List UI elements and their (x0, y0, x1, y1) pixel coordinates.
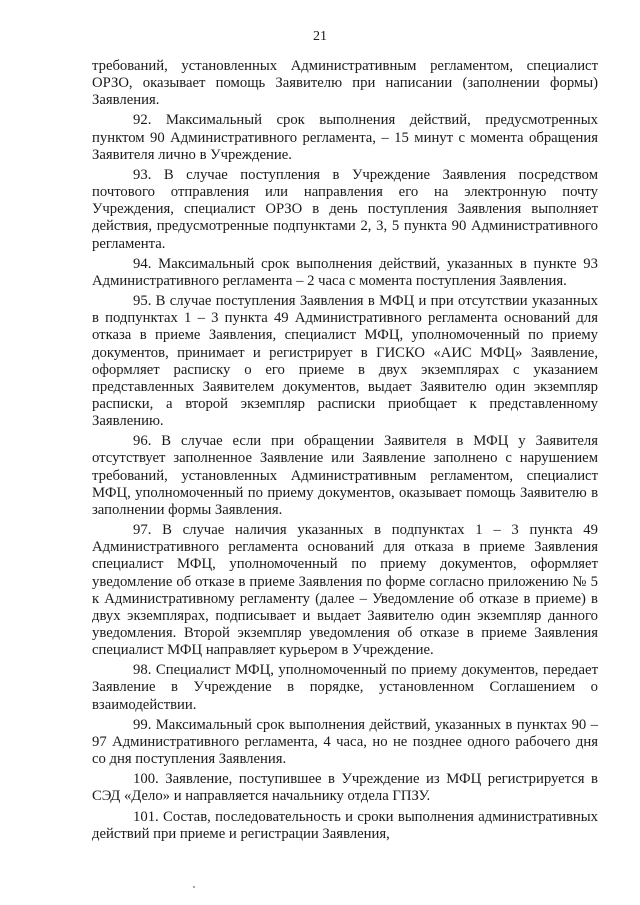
paragraph-98: 98. Специалист МФЦ, уполномоченный по приему документов, передает Заявление в Учреждение в порядке, установленном Соглашением о взаимодействии. (92, 662, 598, 713)
document-body (92, 58, 598, 843)
paragraph-95: 95. В случае поступления Заявления в МФЦ и при отсутствии указанных в подпунктах 1 – 3 пункта 49 Административного регламента оснований для отказа в приеме Заявления, специалист МФЦ, уполномоченный по приему документов, принимает и регистрирует в ГИСКО «АИС МФЦ» Заявление, оформляет расписку о его приеме в двух экземплярах с указанием представленных Заявителем документов, выдает Заявителю один экземпляр расписки, а второй экземпляр расписки приобщает к представленному Заявлению. (92, 293, 598, 430)
paragraph-96: 96. В случае если при обращении Заявителя в МФЦ у Заявителя отсутствует заполненное Заявление или Заявление заполнено с нарушением требований, установленных Административным регламентом, специалист МФЦ, уполномоченный по приему документов, оказывает помощь Заявителю в заполнении формы Заявления. (92, 433, 598, 518)
paragraph-93: 93. В случае поступления в Учреждение Заявления посредством почтового отправления или направления его на электронную почту Учреждения, специалист ОРЗО в день поступления Заявления выполняет действия, предусмотренные подпунктами 2, 3, 5 пункта 90 Административного регламента. (92, 166, 598, 252)
paragraph-100: 100. Заявление, поступившее в Учреждение из МФЦ регистрируется в СЭД «Дело» и направляется начальнику отдела ГПЗУ. (92, 771, 598, 805)
paragraph-92: 92. Максимальный срок выполнения действий, предусмотренных пунктом 90 Административного регламента, – 15 минут с момента обращения Заявителя лично в Учреждение. (92, 112, 598, 163)
paragraph-99: 99. Максимальный срок выполнения действий, указанных в пунктах 90 – 97 Административного регламента, 4 часа, но не позднее одного рабочего дня со дня поступления Заявления. (92, 716, 598, 768)
paragraph-97: 97. В случае наличия указанных в подпунктах 1 – 3 пункта 49 Административного регламента оснований для отказа в приеме Заявления специалист МФЦ, уполномоченный по приему документов, оформляет уведомление об отказе в приеме Заявления по форме согласно приложению № 5 к Административному регламенту (далее – Уведомление об отказе в приеме) в двух экземплярах, подписывает и выдает Заявителю один экземпляр данного уведомления. Второй экземпляр уведомления об отказе в приеме Заявления специалист МФЦ направляет курьером в Учреждение. (92, 522, 598, 659)
paragraph-94: 94. Максимальный срок выполнения действий, указанных в пункте 93 Административного регламента – 2 часа с момента поступления Заявления. (92, 255, 598, 289)
scan-speck (193, 886, 195, 888)
paragraph-101: 101. Состав, последовательность и сроки выполнения административных действий при приеме и регистрации Заявления, (92, 808, 598, 842)
page-number: 21 (313, 29, 327, 44)
paragraph-continuation: требований, установленных Административным регламентом, специалист ОРЗО, оказывает помощь Заявителю при написании (заполнении формы) Заявления. (92, 58, 598, 109)
